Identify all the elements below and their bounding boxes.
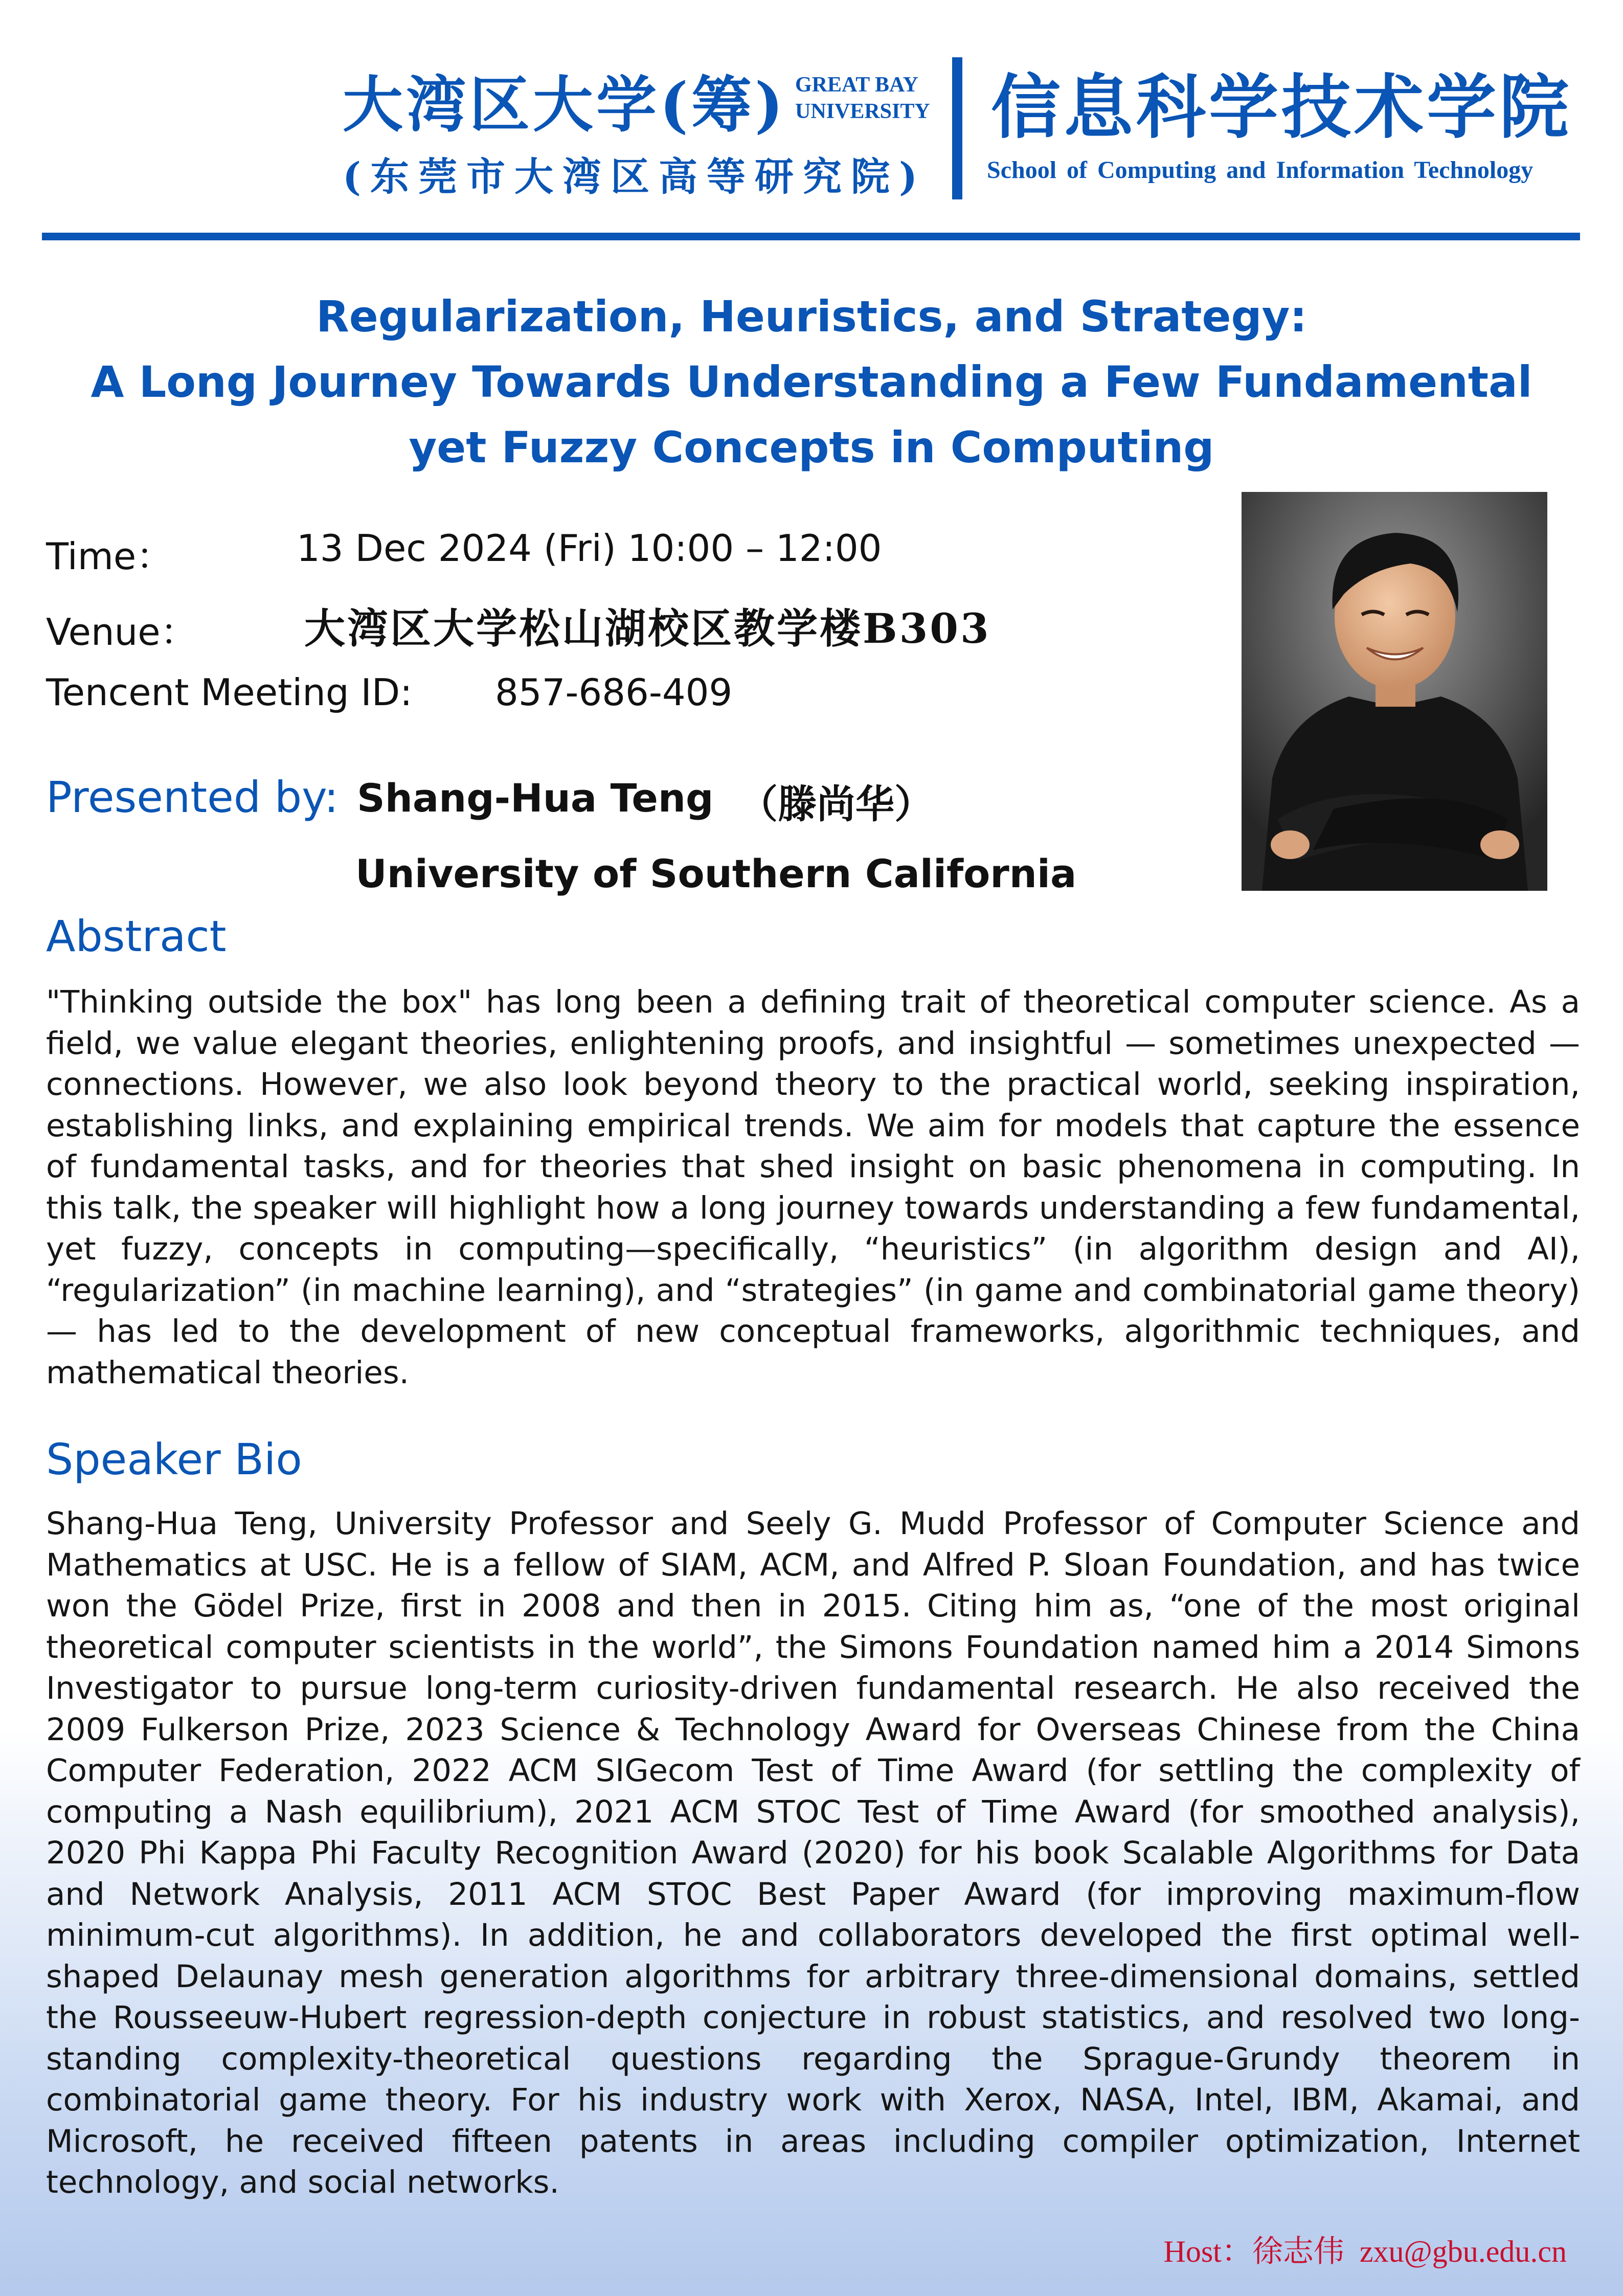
time-value: 13 Dec 2024 (Fri) 10:00 – 12:00 xyxy=(297,527,882,570)
venue-value: 大湾区大学松山湖校区教学楼B303 xyxy=(304,604,991,652)
school-name-en: School of Computing and Information Technology xyxy=(987,156,1534,184)
presenter-affiliation: University of Southern California xyxy=(355,851,1077,896)
university-name-en xyxy=(795,72,930,125)
header-divider xyxy=(952,57,962,199)
talk-title xyxy=(51,284,1572,480)
venue-label: Venue： xyxy=(46,611,197,654)
bio-heading: Speaker Bio xyxy=(46,1434,302,1484)
bio-text: Shang-Hua Teng, University Professor and Seely G. Mudd Professor of Computer Science and Mathematics at USC. He is a fellow of SIAM, ACM, and Alfred P. Sloan Foundation, and has twice won the Gödel Prize, first in 2008 and then in 2015. Citing him as, “one of the most original theoretical computer scientists in the world”, the Simons Foundation named him a 2014 Simons Investigator to pursue long-term curiosity-driven fundamental research. He also received the 2009 Fulkerson Prize, 2023 Science & Technology Award for Overseas Chinese from the China Computer Federation, 2022 ACM SIGecom Test of Time Award (for settling the complexity of computing a Nash equilibrium), 2021 ACM STOC Test of Time Award (for smoothed analysis), 2020 Phi Kappa Phi Faculty Recognition Award (2020) for his book Scalable Algorithms for Data and Network Analysis, 2011 ACM STOC Best Paper Award (for improving maximum-flow minimum-cut algorithms). In addition, he and collaborators developed the first optimal well-shaped Delaunay mesh generation algorithms for arbitrary three-dimensional domains, settled the Rousseeuw-Hubert regression-depth conjecture in robust statistics, and resolved two long-standing complexity-theoretical questions regarding the Sprague-Grundy theorem in combinatorial game theory. For his industry work with Xerox, NASA, Intel, IBM, Akamai, and Microsoft, he received fifteen patents in areas including compiler optimization, Internet technology, and social networks. xyxy=(46,1505,1580,2200)
host-line xyxy=(1163,2227,1567,2271)
time-label: Time： xyxy=(46,535,173,578)
meeting-id-label: Tencent Meeting ID: xyxy=(46,671,413,714)
host-email: zxu@gbu.edu.cn xyxy=(1359,2235,1567,2268)
meeting-id-value: 857-686-409 xyxy=(495,671,733,714)
university-name-cn: 大湾区大学(筹) xyxy=(343,69,786,140)
talk-title-line: yet Fuzzy Concepts in Computing xyxy=(409,422,1214,472)
talk-title-line: A Long Journey Towards Understanding a Few Fundamental xyxy=(91,357,1532,407)
talk-title-line: Regularization, Heuristics, and Strategy: xyxy=(316,291,1307,342)
presented-by-label: Presented by: xyxy=(46,772,339,822)
university-name-en-line2: UNIVERSITY xyxy=(795,100,930,123)
host-name: 徐志伟 xyxy=(1252,2234,1344,2269)
host-label: Host： xyxy=(1163,2235,1252,2268)
school-name-cn: 信息科学技术学院 xyxy=(991,66,1572,148)
header-rule xyxy=(42,233,1580,240)
university-subtitle-cn: (东莞市大湾区高等研究院) xyxy=(343,154,927,199)
abstract-text: "Thinking outside the box" has long been a defining trait of theoretical computer science. As a field, we value elegant theories, enlightening proofs, and insightful — sometimes unexpected — connections. However, we also look beyond theory to the practical world, seeking inspiration, establishing links, and explaining empirical trends. We aim for models that capture the essence of fundamental tasks, and for theories that shed insight on basic phenomena in computing. In this talk, the speaker will highlight how a long journey towards understanding a few fundamental, yet fuzzy, concepts in computing—specifically, “heuristics” (in algorithm design and AI), “regularization” (in machine learning), and “strategies” (in game and combinatorial game theory) — has led to the development of new conceptual frameworks, algorithmic techniques, and mathematical theories. xyxy=(46,984,1580,1391)
speaker-photo-illustration xyxy=(1242,492,1547,891)
presenter-name: Shang-Hua Teng xyxy=(357,775,714,821)
presenter-name-cn: （滕尚华） xyxy=(739,781,933,827)
abstract-heading: Abstract xyxy=(46,911,227,961)
university-name-en-line1: GREAT BAY xyxy=(795,73,918,97)
speaker-photo xyxy=(1242,492,1547,891)
